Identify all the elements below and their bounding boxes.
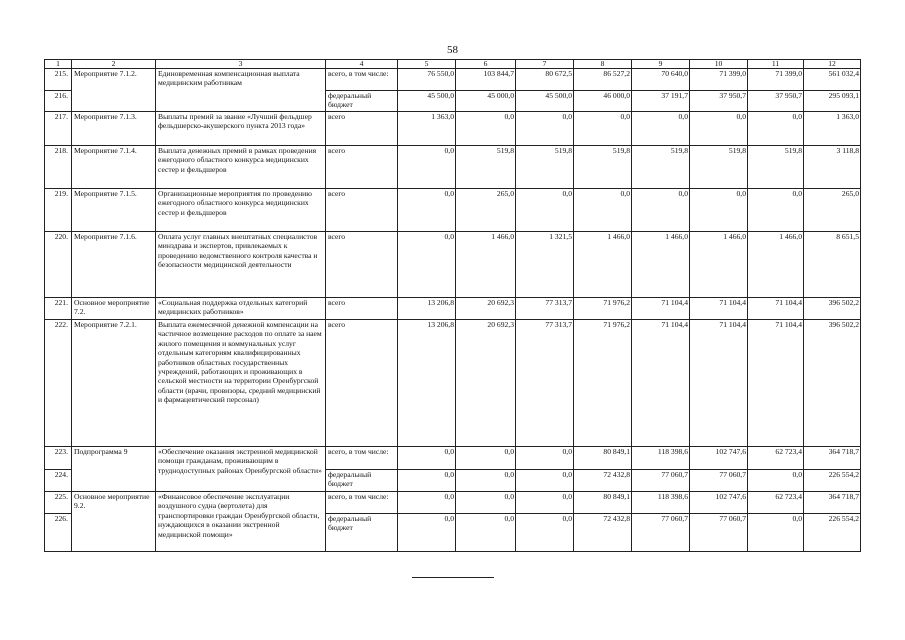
- value-cell: 0,0: [632, 112, 690, 146]
- value-cell: 80 672,5: [516, 69, 574, 91]
- value-cell: 295 093,1: [804, 91, 861, 112]
- value-cell: 72 432,8: [574, 470, 632, 492]
- value-cell: 0,0: [690, 112, 748, 146]
- value-cell: 1 466,0: [748, 232, 804, 298]
- funding-source: всего: [326, 232, 398, 298]
- value-cell: 0,0: [398, 492, 456, 514]
- event-description: «Обеспечение оказания экстренной медицинской помощи гражданам, проживающим в труднодоступных районах Оренбургской области»: [156, 447, 326, 492]
- funding-source: всего: [326, 146, 398, 189]
- page-number: 58: [447, 44, 458, 56]
- value-cell: 77 060,7: [690, 514, 748, 552]
- event-name: Мероприятие 7.1.4.: [72, 146, 156, 189]
- value-cell: 71 104,4: [690, 298, 748, 320]
- event-description: Оплата услуг главных внештатных специалистов минздрава и экспертов, привлекаемых к проведению ведомственного контроля качества и безопасности медицинской деятельности: [156, 232, 326, 298]
- value-cell: 519,8: [748, 146, 804, 189]
- value-cell: 364 718,7: [804, 447, 861, 470]
- column-number-row: [45, 60, 861, 69]
- value-cell: 0,0: [398, 447, 456, 470]
- value-cell: 118 398,6: [632, 492, 690, 514]
- funding-source: всего, в том числе:: [326, 69, 398, 91]
- row-number: 216.: [45, 91, 72, 112]
- value-cell: 77 060,7: [690, 470, 748, 492]
- value-cell: 77 313,7: [516, 298, 574, 320]
- value-cell: 102 747,6: [690, 492, 748, 514]
- value-cell: 0,0: [516, 492, 574, 514]
- event-name: Мероприятие 7.1.6.: [72, 232, 156, 298]
- funding-source: федеральный бюджет: [326, 91, 398, 112]
- value-cell: 71 976,2: [574, 298, 632, 320]
- value-cell: 364 718,7: [804, 492, 861, 514]
- row-number: 219.: [45, 189, 72, 232]
- value-cell: 71 104,4: [690, 320, 748, 447]
- value-cell: 1 363,0: [804, 112, 861, 146]
- funding-source: федеральный бюджет: [326, 470, 398, 492]
- event-description: «Социальная поддержка отдельных категорий медицинских работников»: [156, 298, 326, 320]
- column-header: 4: [326, 60, 398, 69]
- value-cell: 71 104,4: [632, 298, 690, 320]
- table-row: [45, 492, 861, 514]
- value-cell: 118 398,6: [632, 447, 690, 470]
- value-cell: 519,8: [690, 146, 748, 189]
- value-cell: 265,0: [456, 189, 516, 232]
- event-name: Основное мероприятие 9.2.: [72, 492, 156, 552]
- value-cell: 80 849,1: [574, 447, 632, 470]
- value-cell: 0,0: [516, 514, 574, 552]
- value-cell: 1 466,0: [456, 232, 516, 298]
- table-row: [45, 320, 861, 447]
- value-cell: 62 723,4: [748, 447, 804, 470]
- column-header: 12: [804, 60, 861, 69]
- value-cell: 0,0: [748, 189, 804, 232]
- row-number: 221.: [45, 298, 72, 320]
- value-cell: 0,0: [456, 492, 516, 514]
- value-cell: 519,8: [516, 146, 574, 189]
- value-cell: 8 651,5: [804, 232, 861, 298]
- value-cell: 37 191,7: [632, 91, 690, 112]
- table-row: [45, 189, 861, 232]
- value-cell: 72 432,8: [574, 514, 632, 552]
- value-cell: 70 640,0: [632, 69, 690, 91]
- event-name: Подпрограмма 9: [72, 447, 156, 492]
- value-cell: 0,0: [398, 470, 456, 492]
- table-row: [45, 146, 861, 189]
- event-name: Мероприятие 7.2.1.: [72, 320, 156, 447]
- event-description: Организационные мероприятия по проведению ежегодного областного конкурса медицинских сестер и фельдшеров: [156, 189, 326, 232]
- funding-source: всего, в том числе:: [326, 447, 398, 470]
- value-cell: 0,0: [516, 470, 574, 492]
- value-cell: 1 466,0: [574, 232, 632, 298]
- value-cell: 0,0: [632, 189, 690, 232]
- value-cell: 45 500,0: [516, 91, 574, 112]
- row-number: 218.: [45, 146, 72, 189]
- row-number: 223.: [45, 447, 72, 470]
- funding-source: федеральный бюджет: [326, 514, 398, 552]
- column-header: 1: [45, 60, 72, 69]
- table-row: [45, 69, 861, 91]
- value-cell: 561 032,4: [804, 69, 861, 91]
- column-header: 10: [690, 60, 748, 69]
- row-number: 225.: [45, 492, 72, 514]
- event-name: Мероприятие 7.1.3.: [72, 112, 156, 146]
- value-cell: 519,8: [456, 146, 516, 189]
- value-cell: 0,0: [398, 232, 456, 298]
- value-cell: 37 950,7: [748, 91, 804, 112]
- table-row: [45, 232, 861, 298]
- value-cell: 71 104,4: [748, 298, 804, 320]
- column-header: 7: [516, 60, 574, 69]
- value-cell: 265,0: [804, 189, 861, 232]
- row-number: 215.: [45, 69, 72, 91]
- value-cell: 76 550,0: [398, 69, 456, 91]
- value-cell: 0,0: [574, 189, 632, 232]
- event-description: Единовременная компенсационная выплата медицинским работникам: [156, 69, 326, 112]
- row-number: 222.: [45, 320, 72, 447]
- table-row: [45, 447, 861, 470]
- value-cell: 1 363,0: [398, 112, 456, 146]
- funding-source: всего: [326, 320, 398, 447]
- value-cell: 0,0: [748, 470, 804, 492]
- column-header: 8: [574, 60, 632, 69]
- value-cell: 103 844,7: [456, 69, 516, 91]
- column-header: 5: [398, 60, 456, 69]
- funding-source: всего: [326, 112, 398, 146]
- value-cell: 0,0: [516, 189, 574, 232]
- value-cell: 13 206,8: [398, 298, 456, 320]
- value-cell: 519,8: [632, 146, 690, 189]
- value-cell: 45 000,0: [456, 91, 516, 112]
- value-cell: 1 466,0: [690, 232, 748, 298]
- value-cell: 0,0: [516, 112, 574, 146]
- value-cell: 396 502,2: [804, 298, 861, 320]
- budget-table: [44, 59, 861, 552]
- value-cell: 0,0: [456, 514, 516, 552]
- row-number: 217.: [45, 112, 72, 146]
- value-cell: 46 000,0: [574, 91, 632, 112]
- value-cell: 86 527,2: [574, 69, 632, 91]
- row-number: 226.: [45, 514, 72, 552]
- value-cell: 71 399,0: [748, 69, 804, 91]
- value-cell: 0,0: [748, 514, 804, 552]
- value-cell: 1 321,5: [516, 232, 574, 298]
- column-header: 2: [72, 60, 156, 69]
- value-cell: 0,0: [748, 112, 804, 146]
- table-row: [45, 298, 861, 320]
- event-description: Выплаты премий за звание «Лучший фельдшер фельдшерско-акушерского пункта 2013 года»: [156, 112, 326, 146]
- value-cell: 1 466,0: [632, 232, 690, 298]
- event-name: Мероприятие 7.1.2.: [72, 69, 156, 112]
- value-cell: 37 950,7: [690, 91, 748, 112]
- value-cell: 80 849,1: [574, 492, 632, 514]
- value-cell: 13 206,8: [398, 320, 456, 447]
- column-header: 11: [748, 60, 804, 69]
- event-description: Выплата денежных премий в рамках проведения ежегодного областного конкурса медицинских сестер и фельдшеров: [156, 146, 326, 189]
- value-cell: 396 502,2: [804, 320, 861, 447]
- funding-source: всего, в том числе:: [326, 492, 398, 514]
- value-cell: 71 104,4: [632, 320, 690, 447]
- value-cell: 45 500,0: [398, 91, 456, 112]
- value-cell: 102 747,6: [690, 447, 748, 470]
- value-cell: 71 399,0: [690, 69, 748, 91]
- value-cell: 77 060,7: [632, 514, 690, 552]
- row-number: 224.: [45, 470, 72, 492]
- value-cell: 0,0: [690, 189, 748, 232]
- event-description: «Финансовое обеспечение эксплуатации воздушного судна (вертолета) для транспортировки граждан Оренбургской области, нуждающихся в оказании экстренной медицинской помощи»: [156, 492, 326, 552]
- row-number: 220.: [45, 232, 72, 298]
- value-cell: 226 554,2: [804, 470, 861, 492]
- event-name: Основное мероприятие 7.2.: [72, 298, 156, 320]
- value-cell: 0,0: [456, 447, 516, 470]
- value-cell: 77 313,7: [516, 320, 574, 447]
- event-description: Выплата ежемесячной денежной компенсации на частичное возмещение расходов по оплате за наем жилого помещения и коммунальных услуг отдельным категориям квалифицированных работников областных государственных учреждений, работающих и проживающих в сельской местности на территории Оренбургской области (врачи, провизоры, средний медицинский и фармацевтический персонал): [156, 320, 326, 447]
- value-cell: 0,0: [398, 514, 456, 552]
- footnote-divider: [412, 577, 494, 578]
- value-cell: 71 976,2: [574, 320, 632, 447]
- value-cell: 0,0: [398, 189, 456, 232]
- column-header: 9: [632, 60, 690, 69]
- value-cell: 0,0: [456, 112, 516, 146]
- value-cell: 0,0: [398, 146, 456, 189]
- value-cell: 77 060,7: [632, 470, 690, 492]
- value-cell: 3 118,8: [804, 146, 861, 189]
- value-cell: 20 692,3: [456, 320, 516, 447]
- table-row: [45, 112, 861, 146]
- value-cell: 519,8: [574, 146, 632, 189]
- column-header: 3: [156, 60, 326, 69]
- value-cell: 226 554,2: [804, 514, 861, 552]
- funding-source: всего: [326, 298, 398, 320]
- value-cell: 0,0: [516, 447, 574, 470]
- value-cell: 71 104,4: [748, 320, 804, 447]
- value-cell: 0,0: [574, 112, 632, 146]
- event-name: Мероприятие 7.1.5.: [72, 189, 156, 232]
- column-header: 6: [456, 60, 516, 69]
- value-cell: 62 723,4: [748, 492, 804, 514]
- value-cell: 0,0: [456, 470, 516, 492]
- funding-source: всего: [326, 189, 398, 232]
- value-cell: 20 692,3: [456, 298, 516, 320]
